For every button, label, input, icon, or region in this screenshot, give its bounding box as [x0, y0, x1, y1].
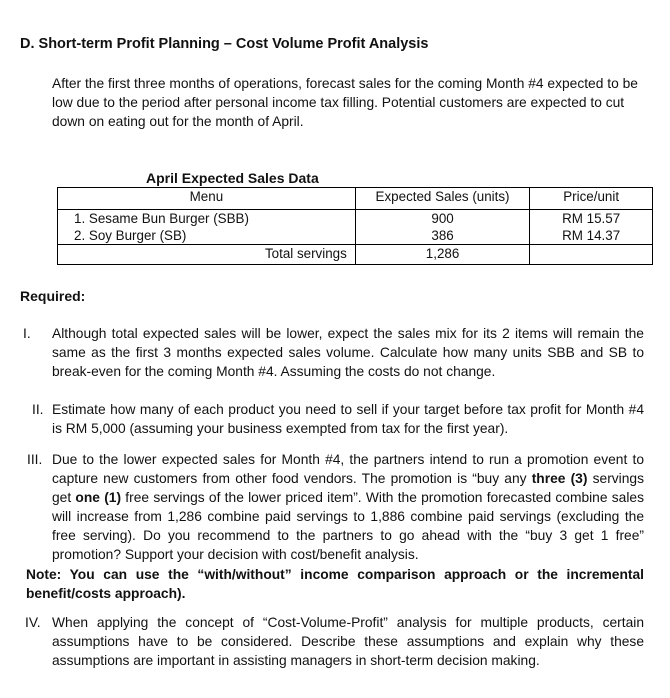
question-text: Estimate how many of each product you need to sell if your target before tax profit for Month #4 is RM 5,000 (assuming your business exempted from tax for the first year). — [52, 402, 644, 436]
question-number: I. — [23, 326, 31, 341]
units-header: Expected Sales (units) — [355, 188, 529, 210]
emphasis-one: one (1) — [75, 490, 122, 505]
price-header: Price/unit — [530, 188, 653, 210]
table-row — [58, 227, 653, 245]
question-text: Although total expected sales will be lower, expect the sales mix for its 2 items will remain the same as the first 3 months expected sales volume. Calculate how many units SBB and SB to break-even for the coming Month #4. Assuming the costs do not change. — [52, 326, 644, 379]
units-cell: 386 — [355, 227, 529, 245]
question-text-part: free servings of the lower priced item”. With the promotion forecasted combine sales will increase from 1,286 combine paid servings to 1,886 combine paid servings (excluding the free serving). Do you recommend to the partners to go ahead with the “buy 3 get 1 free” promotion? Support your decision with cost/benefit analysis. — [52, 490, 644, 562]
question-text-part: servings get — [52, 471, 644, 505]
table-row — [58, 210, 653, 228]
total-price-empty — [530, 245, 653, 265]
required-label: Required: — [20, 288, 86, 304]
price-cell: RM 15.57 — [530, 210, 653, 228]
april-sales-table — [57, 187, 653, 265]
menu-cell: 1. Sesame Bun Burger (SBB) — [58, 210, 356, 228]
total-row — [58, 245, 653, 265]
units-cell: 900 — [355, 210, 529, 228]
question-text-part: Due to the lower expected sales for Month #4, the partners intend to run a promotion event to capture new customers from other food vendors. The promotion is “buy any — [52, 452, 644, 486]
emphasis-three: three (3) — [531, 471, 588, 486]
intro-paragraph: After the first three months of operations, forecast sales for the coming Month #4 expected to be low due to the period after personal income tax filling. Potential customers are expected to cut down on eating out for the month of April. — [52, 76, 638, 129]
total-units: 1,286 — [355, 245, 529, 265]
question-text: When applying the concept of “Cost-Volume-Profit” analysis for multiple products, certain assumptions have to be considered. Describe these assumptions and explain why these assumptions are important in assisting managers in short-term decision making. — [52, 615, 644, 668]
menu-header: Menu — [58, 188, 356, 210]
total-label: Total servings — [58, 245, 356, 265]
question-number: II. — [32, 402, 44, 417]
question-text — [52, 450, 644, 564]
question-number: III. — [27, 452, 43, 467]
question-number: IV. — [25, 615, 41, 630]
sales-table-title: April Expected Sales Data — [146, 170, 319, 186]
price-cell: RM 14.37 — [530, 227, 653, 245]
section-heading: D. Short-term Profit Planning – Cost Volume Profit Analysis — [20, 36, 429, 52]
menu-cell: 2. Soy Burger (SB) — [58, 227, 356, 245]
table-header-row — [58, 188, 653, 210]
note-paragraph: Note: You can use the “with/without” income comparison approach or the incremental benefit/costs approach). — [26, 567, 644, 601]
